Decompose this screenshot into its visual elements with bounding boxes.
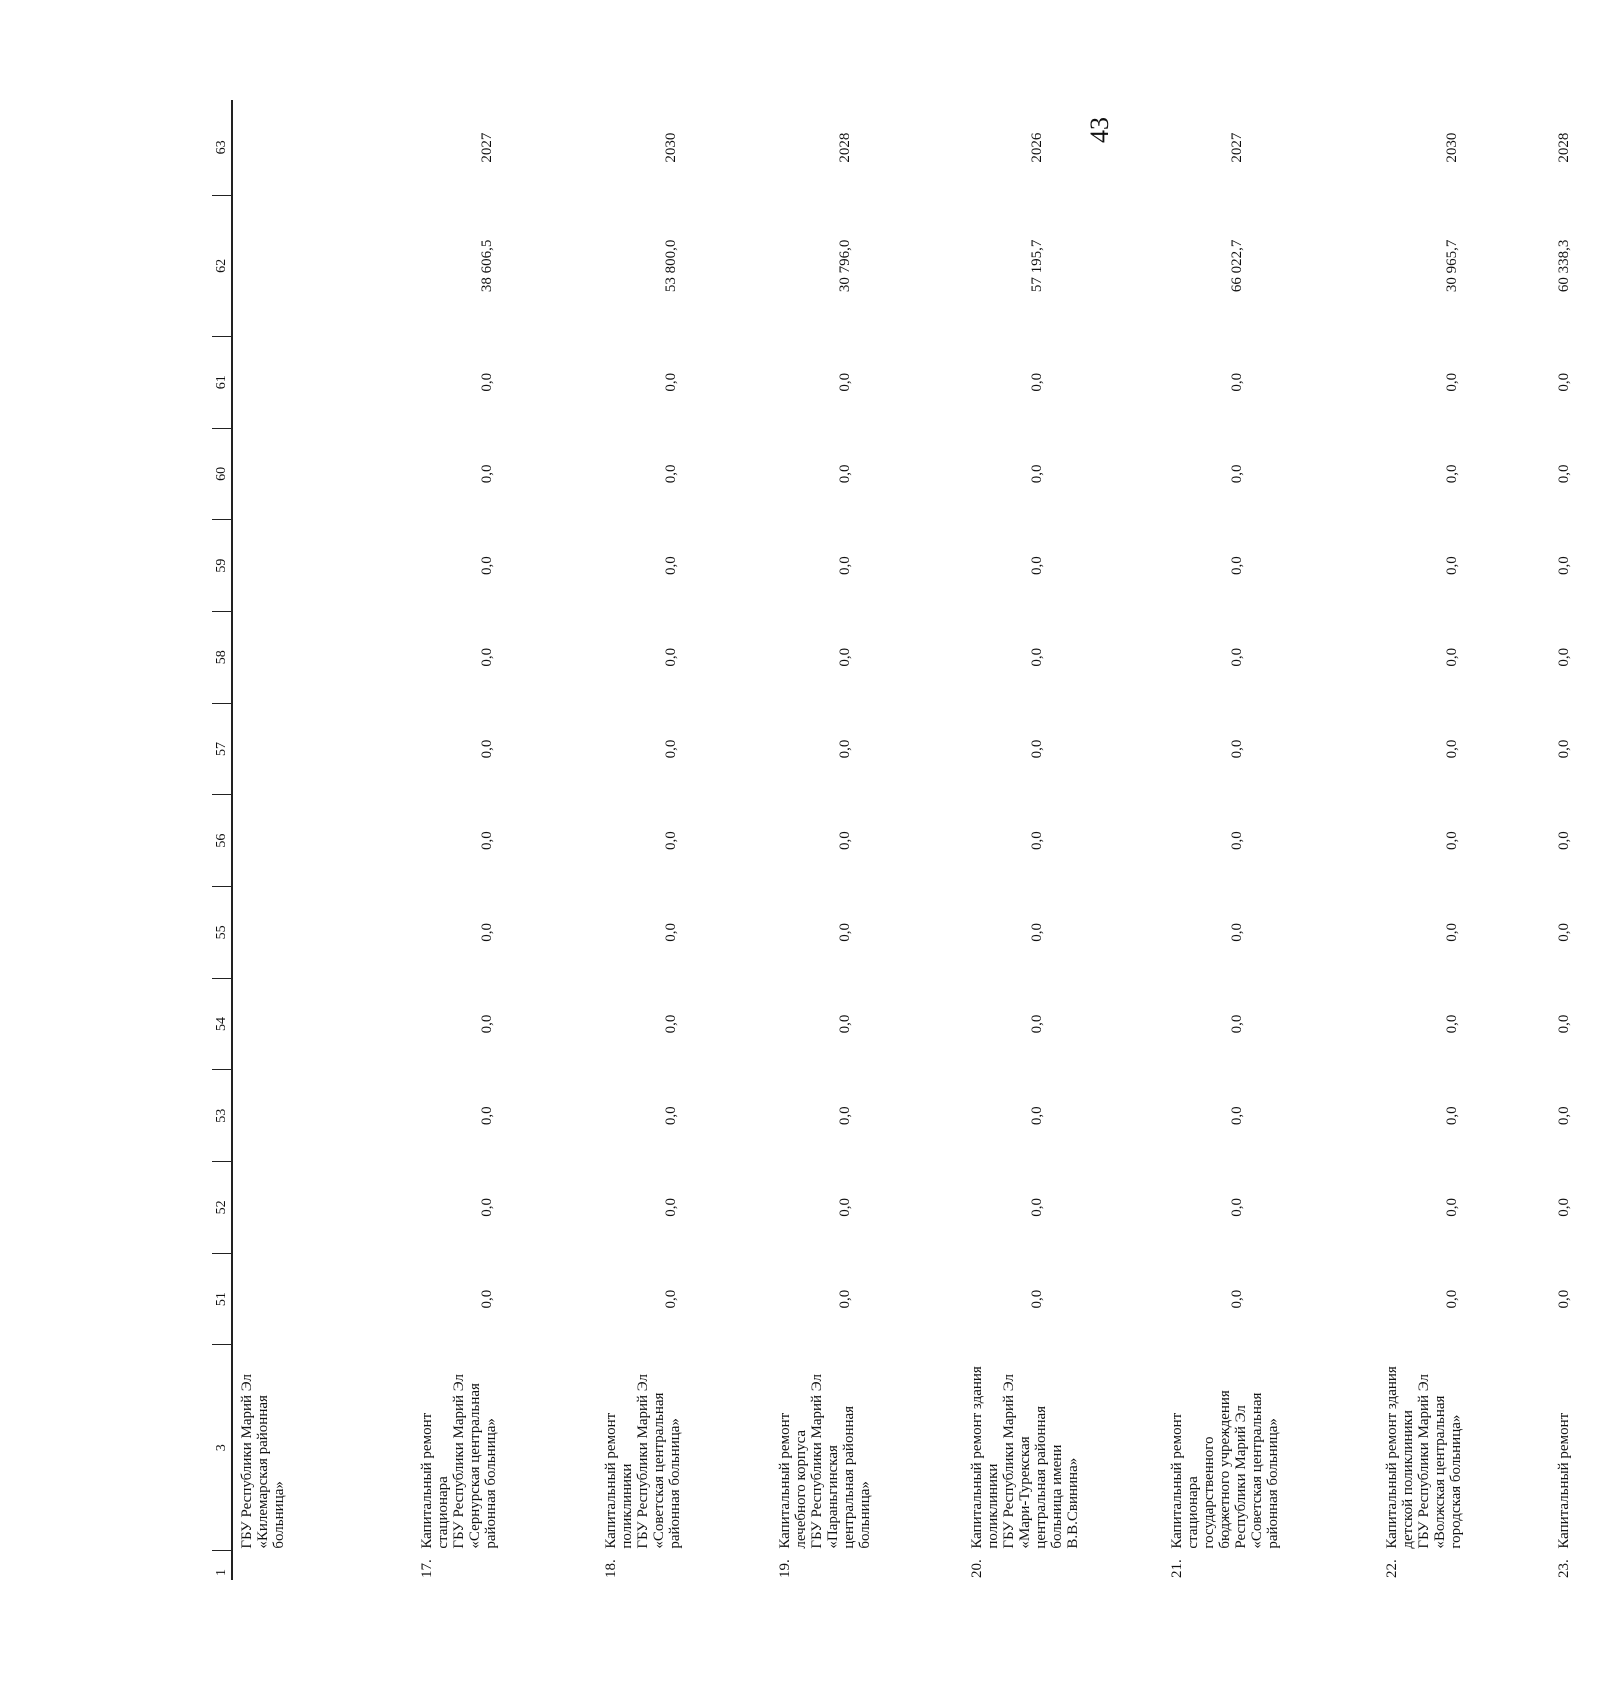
- value-cell: 0,0: [1229, 739, 1245, 759]
- value-cell: 0,0: [837, 464, 853, 484]
- row-name-text: Капитальный ремонт лечебного корпуса ГБУ Республики Марий Эл «Параньгинская центральная районная больница»: [777, 1374, 873, 1549]
- value-cell: 0,0: [1029, 831, 1045, 850]
- value-cell: 0,0: [1029, 739, 1045, 759]
- amount-cell: 30 965,7: [1444, 239, 1460, 293]
- value-cell: 0,0: [1444, 1014, 1460, 1034]
- value-cell: 0,0: [837, 1106, 853, 1126]
- row-number: 21.: [1169, 1559, 1185, 1578]
- value-cell: 0,0: [479, 1014, 495, 1034]
- row-name: [767, 1345, 959, 1551]
- value-cell: 0,0: [837, 556, 853, 575]
- column-header: 52: [212, 1162, 232, 1254]
- value-cell: 0,0: [1029, 1198, 1045, 1217]
- column-header: 62: [212, 195, 232, 336]
- budget-table: [212, 100, 1606, 1580]
- value-cell: [232, 611, 409, 703]
- value-cell: 0,0: [837, 1289, 853, 1309]
- column-header: 59: [212, 520, 232, 612]
- value-cell: 0,0: [1029, 922, 1045, 942]
- value-cell: [232, 520, 409, 612]
- page-number: 43: [1085, 117, 1114, 143]
- value-cell: [232, 886, 409, 978]
- value-cell: 0,0: [1444, 1198, 1460, 1217]
- value-cell: 0,0: [837, 922, 853, 942]
- value-cell: 0,0: [1444, 739, 1460, 759]
- value-cell: 0,0: [837, 1014, 853, 1034]
- amount-cell: 53 800,0: [663, 239, 679, 293]
- value-cell: 0,0: [663, 1289, 679, 1309]
- column-header: 1: [212, 1551, 232, 1580]
- year-cell: 2027: [1229, 132, 1245, 163]
- value-cell: 0,0: [1444, 1289, 1460, 1309]
- value-cell: 0,0: [1556, 464, 1572, 484]
- row-name-text: Капитальный ремонт поликлиники ГБУ Республики Марий Эл «Советская центральная районная больница»: [603, 1374, 683, 1549]
- row-number: 18.: [603, 1559, 619, 1578]
- value-cell: 0,0: [479, 922, 495, 942]
- amount-cell: 38 606,5: [479, 239, 495, 293]
- table-row: [1546, 100, 1606, 1580]
- table-row: [593, 100, 767, 1580]
- value-cell: 0,0: [1229, 464, 1245, 484]
- value-cell: 0,0: [1556, 372, 1572, 392]
- value-cell: [232, 1162, 409, 1254]
- table-row: [767, 100, 959, 1580]
- value-cell: 0,0: [1229, 1198, 1245, 1217]
- value-cell: 0,0: [663, 1106, 679, 1126]
- year-cell: 2027: [479, 132, 495, 163]
- value-cell: 0,0: [1556, 556, 1572, 575]
- table-row: [232, 100, 409, 1580]
- column-header: 55: [212, 886, 232, 978]
- column-header: 53: [212, 1070, 232, 1162]
- value-cell: 0,0: [1229, 647, 1245, 667]
- year-cell: 2028: [1556, 132, 1572, 163]
- value-cell: 0,0: [1444, 372, 1460, 392]
- value-cell: 0,0: [1229, 1106, 1245, 1126]
- column-header: 57: [212, 703, 232, 795]
- row-name: [1546, 1345, 1606, 1551]
- value-cell: 0,0: [1229, 1014, 1245, 1034]
- value-cell: [232, 428, 409, 520]
- value-cell: 0,0: [1444, 464, 1460, 484]
- value-cell: 0,0: [837, 1198, 853, 1217]
- row-name-text: Капитальный ремонт стационара государственного бюджетного учреждения Республики Марий Эл «Советская центральная районная больница»: [1169, 1390, 1281, 1549]
- value-cell: 0,0: [1229, 922, 1245, 942]
- year-cell: 2030: [1444, 132, 1460, 163]
- value-cell: 0,0: [663, 372, 679, 392]
- row-name-text: Капитальный ремонт здания детской поликлиники ГБУ Республики Марий Эл «Волжская центральная городская больница»: [1384, 1366, 1464, 1549]
- year-cell: 2026: [1029, 132, 1045, 163]
- value-cell: 0,0: [1556, 1198, 1572, 1217]
- value-cell: 0,0: [479, 1106, 495, 1126]
- value-cell: 0,0: [663, 556, 679, 575]
- value-cell: [232, 1253, 409, 1345]
- amount-cell: 60 338,3: [1556, 239, 1572, 293]
- table-row: [1159, 100, 1374, 1580]
- row-name: [232, 1345, 409, 1551]
- row-number: 23.: [1556, 1559, 1572, 1578]
- row-name: [409, 1345, 593, 1551]
- value-cell: 0,0: [479, 1198, 495, 1217]
- row-name-text: Капитальный ремонт стационара ГБУ Республики Марий Эл «Сернурская центральная районная больница»: [419, 1374, 499, 1549]
- value-cell: 0,0: [1029, 464, 1045, 484]
- row-number: [232, 1551, 409, 1580]
- year-cell: [232, 100, 409, 195]
- value-cell: 0,0: [663, 647, 679, 667]
- value-cell: 0,0: [479, 831, 495, 850]
- row-name: [1159, 1345, 1374, 1551]
- value-cell: 0,0: [1229, 372, 1245, 392]
- column-header: 54: [212, 978, 232, 1070]
- column-header: 51: [212, 1253, 232, 1345]
- row-number: 17.: [419, 1559, 435, 1578]
- value-cell: 0,0: [1029, 1289, 1045, 1309]
- year-cell: 2028: [837, 132, 853, 163]
- value-cell: 0,0: [479, 464, 495, 484]
- value-cell: 0,0: [663, 739, 679, 759]
- column-header: 58: [212, 611, 232, 703]
- value-cell: 0,0: [1029, 1014, 1045, 1034]
- row-name: [593, 1345, 767, 1551]
- value-cell: 0,0: [1556, 831, 1572, 850]
- column-header: 3: [212, 1345, 232, 1551]
- table-header-row: [212, 100, 232, 1580]
- value-cell: 0,0: [837, 647, 853, 667]
- amount-cell: [232, 195, 409, 336]
- column-header: 61: [212, 336, 232, 428]
- row-name-text: Капитальный ремонт здания поликлиники ГБУ Республики Марий Эл «Мари-Турекская центральная районная больница имени В.В.Свинина»: [969, 1366, 1081, 1549]
- table-row: [959, 100, 1159, 1580]
- value-cell: 0,0: [1556, 922, 1572, 942]
- table-row: [1374, 100, 1546, 1580]
- value-cell: [232, 1070, 409, 1162]
- value-cell: 0,0: [479, 739, 495, 759]
- year-cell: 2030: [663, 132, 679, 163]
- row-number: 22.: [1384, 1559, 1400, 1578]
- value-cell: 0,0: [1029, 647, 1045, 667]
- value-cell: 0,0: [1444, 831, 1460, 850]
- value-cell: [232, 703, 409, 795]
- value-cell: 0,0: [1229, 1289, 1245, 1309]
- value-cell: 0,0: [663, 922, 679, 942]
- value-cell: 0,0: [1029, 1106, 1045, 1126]
- amount-cell: 57 195,7: [1029, 239, 1045, 293]
- value-cell: 0,0: [1556, 1014, 1572, 1034]
- value-cell: [232, 336, 409, 428]
- value-cell: 0,0: [479, 647, 495, 667]
- value-cell: 0,0: [1444, 647, 1460, 667]
- row-name: [959, 1345, 1159, 1551]
- value-cell: 0,0: [1029, 556, 1045, 575]
- value-cell: 0,0: [479, 556, 495, 575]
- value-cell: 0,0: [1556, 1106, 1572, 1126]
- value-cell: 0,0: [1556, 1289, 1572, 1309]
- value-cell: 0,0: [837, 831, 853, 850]
- value-cell: 0,0: [663, 1198, 679, 1217]
- value-cell: [232, 795, 409, 887]
- column-header: 60: [212, 428, 232, 520]
- value-cell: 0,0: [1029, 372, 1045, 392]
- row-name-text: ГБУ Республики Марий Эл «Килемарская районная больница»: [239, 1374, 287, 1549]
- amount-cell: 30 796,0: [837, 239, 853, 293]
- column-header: 56: [212, 795, 232, 887]
- value-cell: 0,0: [1444, 1106, 1460, 1126]
- value-cell: 0,0: [837, 372, 853, 392]
- value-cell: 0,0: [1229, 556, 1245, 575]
- value-cell: 0,0: [479, 372, 495, 392]
- value-cell: 0,0: [663, 1014, 679, 1034]
- value-cell: 0,0: [1556, 647, 1572, 667]
- value-cell: [232, 978, 409, 1070]
- value-cell: 0,0: [479, 1289, 495, 1309]
- value-cell: 0,0: [663, 831, 679, 850]
- column-header: 63: [212, 100, 232, 195]
- value-cell: 0,0: [1444, 556, 1460, 575]
- row-name: [1374, 1345, 1546, 1551]
- amount-cell: 66 022,7: [1229, 239, 1245, 293]
- table-row: [409, 100, 593, 1580]
- row-name-text: Капитальный ремонт: [1556, 1412, 1572, 1549]
- value-cell: 0,0: [1444, 922, 1460, 942]
- row-number: 19.: [777, 1559, 793, 1578]
- value-cell: 0,0: [1229, 831, 1245, 850]
- value-cell: 0,0: [663, 464, 679, 484]
- value-cell: 0,0: [837, 739, 853, 759]
- row-number: 20.: [969, 1559, 985, 1578]
- value-cell: 0,0: [1556, 739, 1572, 759]
